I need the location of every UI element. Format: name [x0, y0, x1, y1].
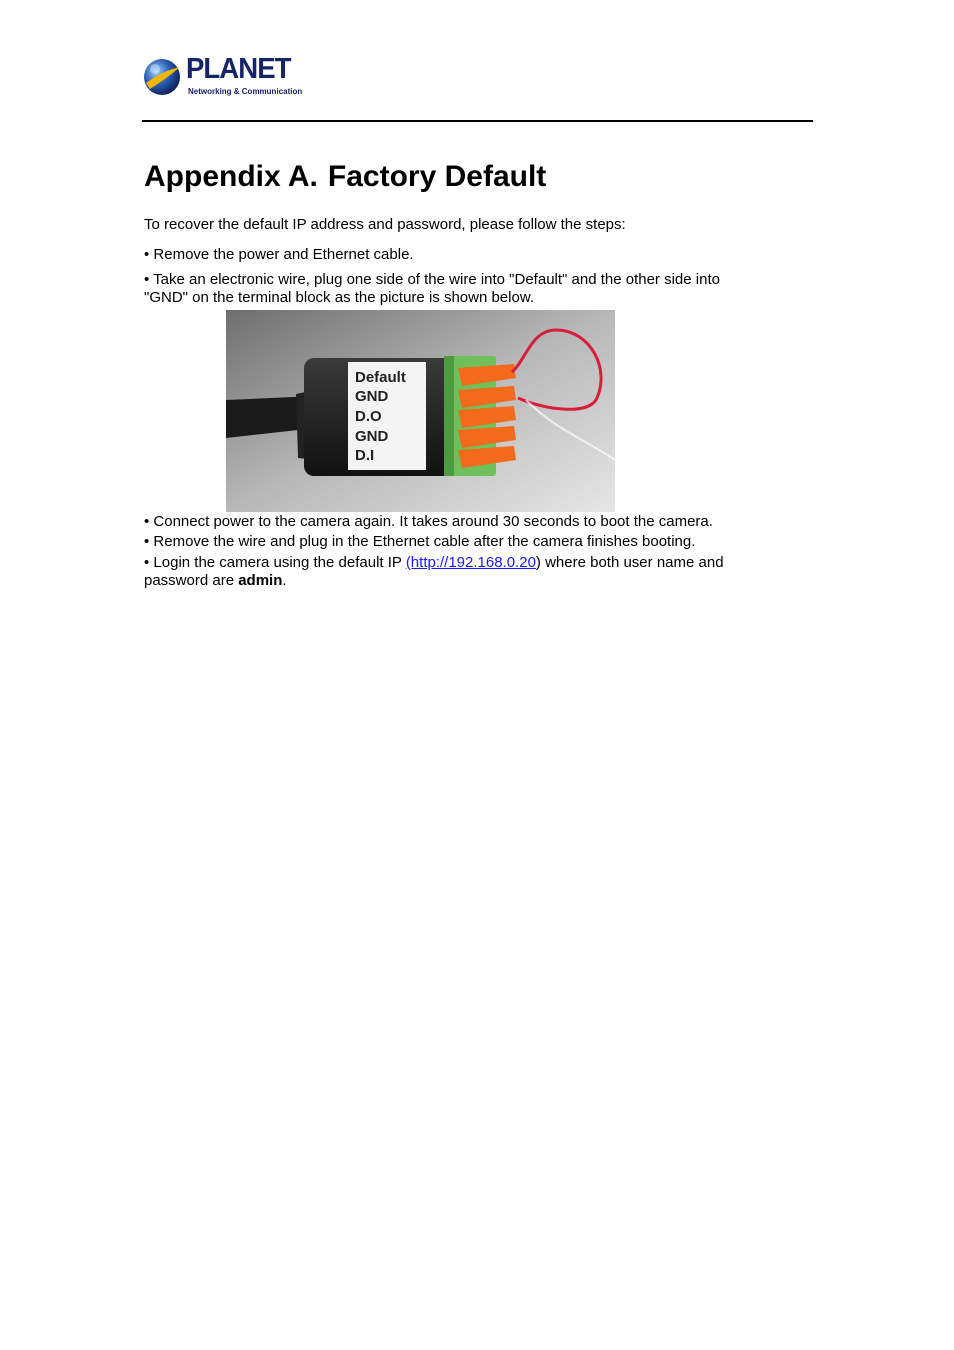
globe-icon	[142, 57, 182, 97]
step-login-mid: ) where both user name and	[535, 554, 724, 571]
step-plug-wire-line1: • Take an electronic wire, plug one side of the wire into "Default" and the other side into	[144, 271, 720, 288]
label-gnd-1: GND	[355, 388, 389, 405]
label-do: D.O	[355, 408, 382, 425]
default-ip-link[interactable]: (http://192.168.0.20	[405, 554, 536, 571]
header-rule	[142, 120, 813, 122]
step-plug-wire-line2: "GND" on the terminal block as the picture is shown below.	[144, 289, 534, 306]
step-login-end: .	[282, 572, 287, 589]
step-connect-power: • Connect power to the camera again. It takes around 30 seconds to boot the camera.	[144, 513, 713, 530]
step-remove-wire: • Remove the wire and plug in the Ethernet cable after the camera finishes booting.	[144, 533, 696, 550]
brand-name: PLANET	[186, 53, 291, 85]
appendix-title: Factory Default	[327, 160, 547, 193]
admin-credential: admin	[238, 572, 283, 589]
intro-text: To recover the default IP address and password, please follow the steps:	[144, 216, 626, 233]
label-default: Default	[355, 369, 406, 386]
step-plug-wire	[144, 271, 804, 307]
step-login-pre: • Login the camera using the default IP	[144, 554, 406, 571]
appendix-number: Appendix A.	[144, 160, 318, 193]
terminal-block-photo	[226, 310, 615, 512]
label-gnd-2: GND	[355, 428, 389, 445]
step-login	[144, 554, 804, 590]
planet-logo	[142, 55, 302, 101]
page-title	[144, 160, 546, 194]
step-remove-power: • Remove the power and Ethernet cable.	[144, 246, 414, 263]
brand-tagline: Networking & Communication	[188, 87, 303, 96]
label-di: D.I	[355, 447, 375, 464]
step-login-line2: password are	[144, 572, 239, 589]
